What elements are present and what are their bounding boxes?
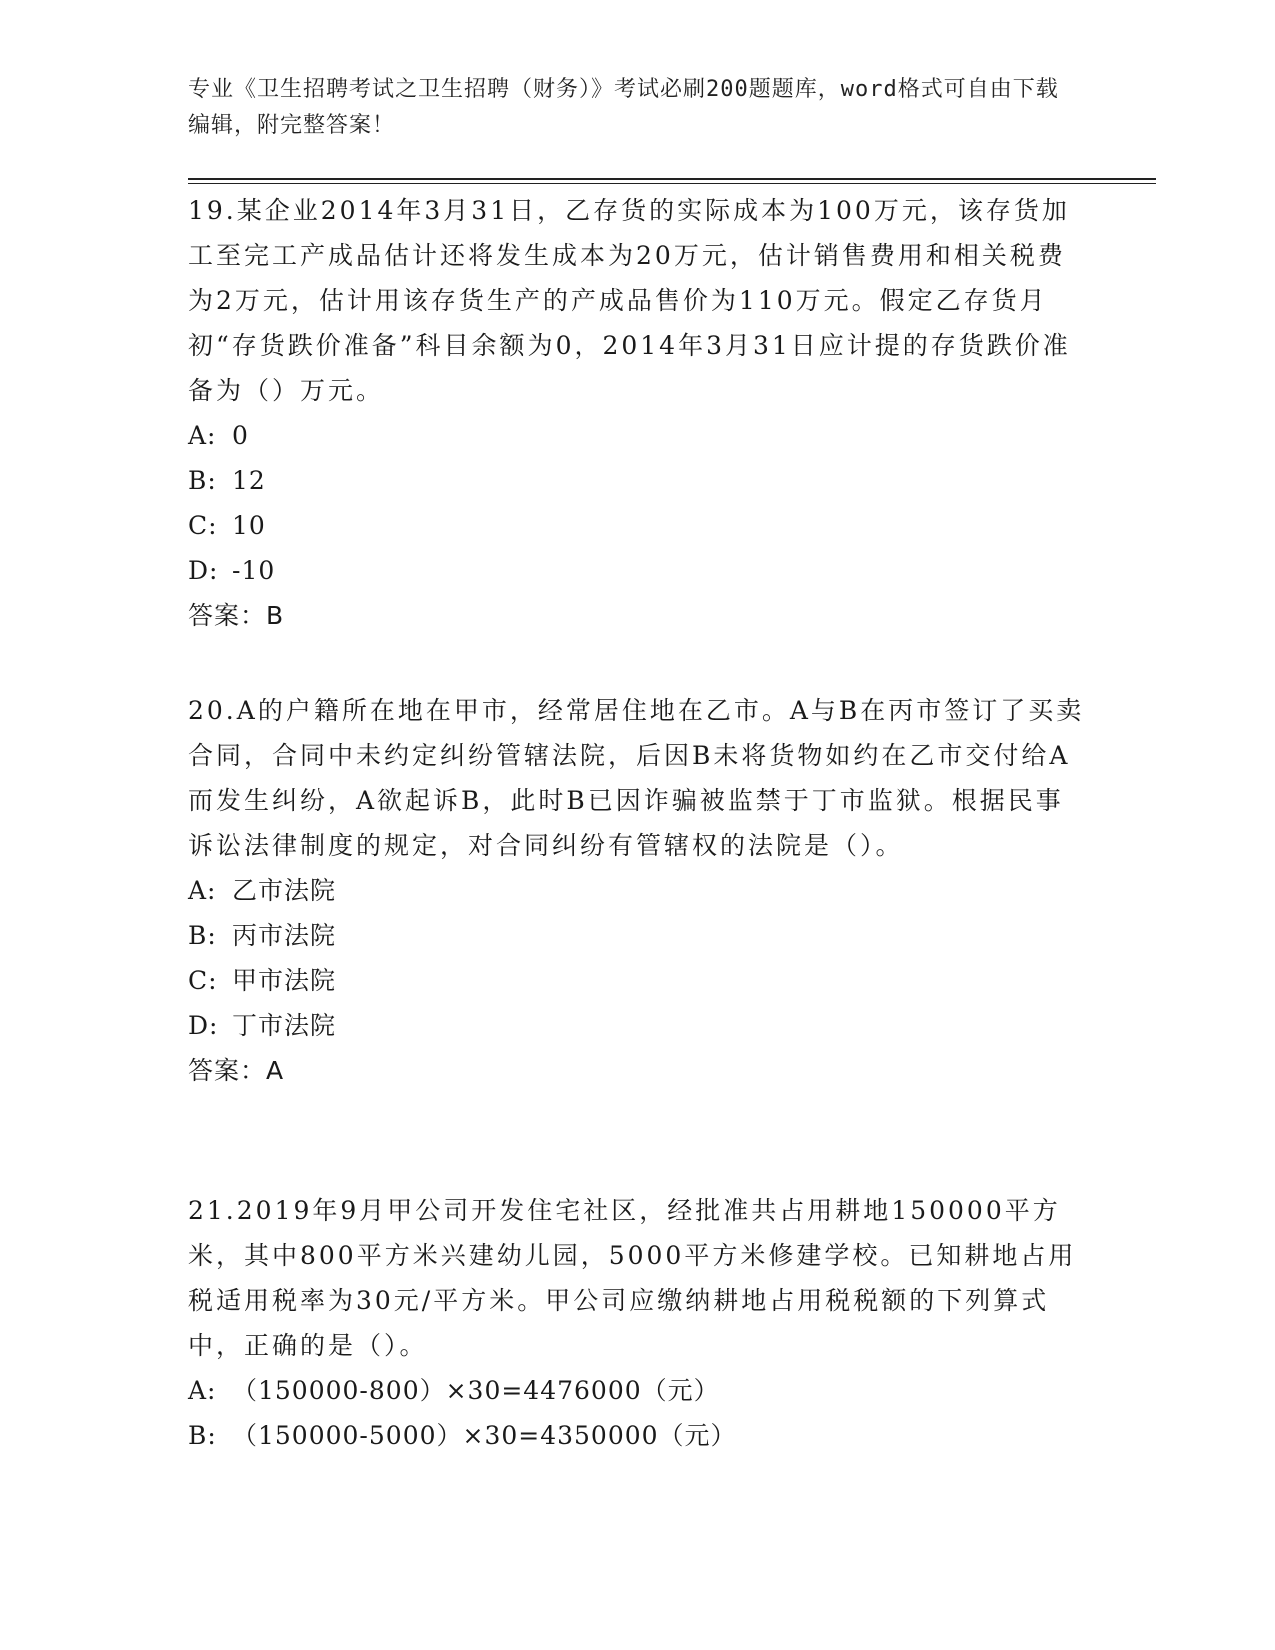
question-stem: 20.A的户籍所在地在甲市，经常居住地在乙市。A与B在丙市签订了买卖合同，合同中未约定纠纷管辖法院，后因B未将货物如约在乙市交付给A而发生纠纷，A欲起诉B，此时B已因诈骗被监禁于丁市监狱。根据民事诉讼法律制度的规定，对合同纠纷有管辖权的法院是（）。 [188, 696, 1085, 860]
option-letter: A: [188, 876, 217, 905]
option-b [188, 458, 1088, 503]
option-a [188, 868, 1088, 913]
option-list [188, 1368, 1088, 1458]
option-d [188, 548, 1088, 593]
option-letter: D: [188, 1011, 219, 1040]
question-stem: 21.2019年9月甲公司开发住宅社区，经批准共占用耕地150000平方米，其中800平方米兴建幼儿园，5000平方米修建学校。已知耕地占用税适用税率为30元/平方米。甲公司应缴纳耕地占用税税额的下列算式中，正确的是（）。 [188, 1196, 1077, 1360]
option-letter: A: [188, 421, 217, 450]
option-letter: B: [188, 466, 217, 495]
question-stem: 19.某企业2014年3月31日，乙存货的实际成本为100万元，该存货加工至完工产成品估计还将发生成本为20万元，估计销售费用和相关税费为2万元，估计用该存货生产的产成品售价为110万元。假定乙存货月初“存货跌价准备”科目余额为0，2014年3月31日应计提的存货跌价准备为（）万元。 [188, 196, 1071, 405]
option-list [188, 413, 1088, 593]
option-text: （150000-5000）×30=4350000（元） [232, 1421, 737, 1450]
question-20 [188, 688, 1088, 1093]
question-19 [188, 188, 1088, 638]
option-c [188, 958, 1088, 1003]
option-d [188, 1003, 1088, 1048]
option-letter: B: [188, 921, 217, 950]
option-b [188, 1413, 1088, 1458]
answer-line: 答案：B [188, 601, 285, 630]
option-letter: C: [188, 511, 218, 540]
question-21 [188, 1188, 1088, 1458]
header-divider-thick [188, 178, 1156, 180]
option-letter: B: [188, 1421, 217, 1450]
option-text: 0 [232, 421, 249, 450]
document-header-title: 专业《卫生招聘考试之卫生招聘（财务）》考试必刷200题题库，word格式可自由下载编辑，附完整答案！ [188, 77, 1059, 138]
option-text: -10 [232, 556, 276, 585]
option-text: 甲市法院 [232, 966, 337, 995]
option-text: 乙市法院 [232, 876, 337, 905]
header-divider-thin [188, 183, 1156, 184]
option-text: 12 [232, 466, 266, 495]
option-b [188, 913, 1088, 958]
option-text: 丙市法院 [232, 921, 337, 950]
option-text: 丁市法院 [232, 1011, 337, 1040]
answer-line: 答案：A [188, 1056, 285, 1085]
option-text: 10 [232, 511, 266, 540]
option-a [188, 1368, 1088, 1413]
option-c [188, 503, 1088, 548]
option-text: （150000-800）×30=4476000（元） [232, 1376, 720, 1405]
option-list [188, 868, 1088, 1048]
option-letter: C: [188, 966, 218, 995]
option-letter: D: [188, 556, 219, 585]
option-letter: A: [188, 1376, 217, 1405]
option-a [188, 413, 1088, 458]
